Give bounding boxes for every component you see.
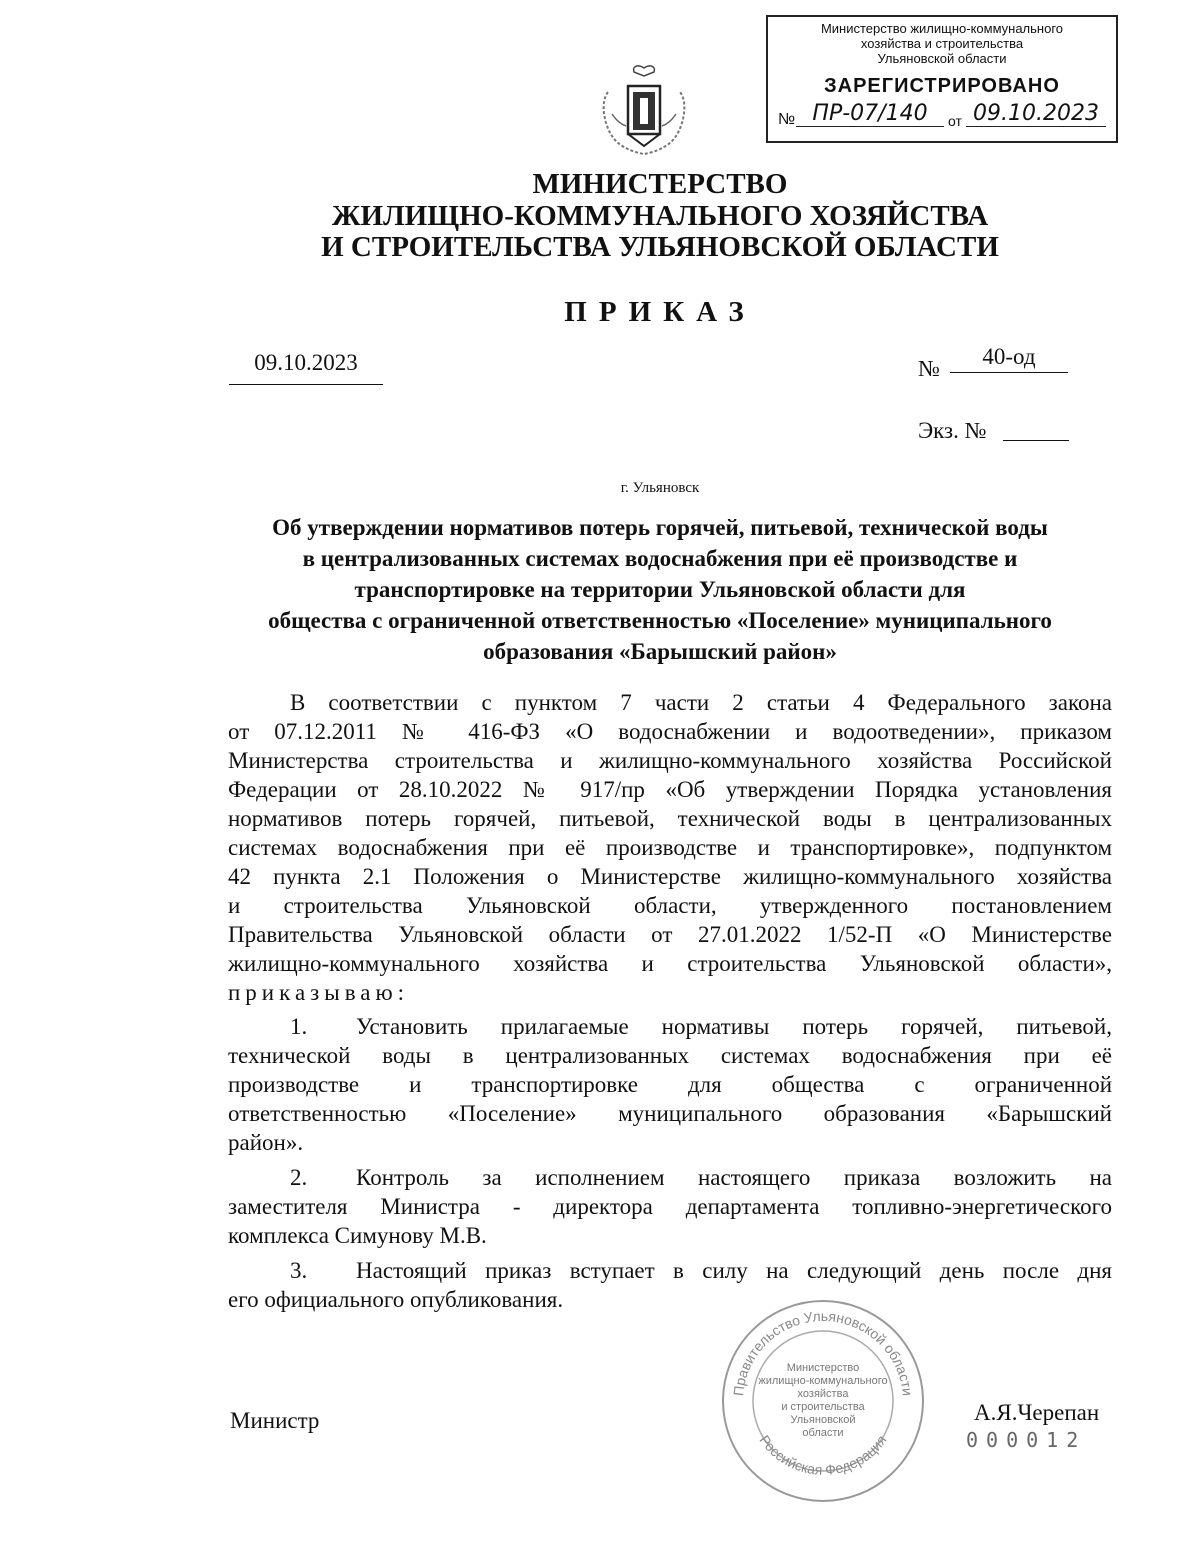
item-1-line: ответственностью «Поселение» муниципального образования «Барышский (228, 1101, 1112, 1126)
copy-number-label: Экз. № (918, 418, 987, 443)
stamp-number: ПР-07/140 (796, 101, 944, 127)
document-type: ПРИКАЗ (564, 296, 756, 328)
item-1-line: район». (228, 1130, 304, 1155)
signatory-position: Министр (230, 1408, 320, 1433)
ministry-name-line-3: И СТРОИТЕЛЬСТВА УЛЬЯНОВСКОЙ ОБЛАСТИ (321, 231, 999, 263)
signatory-name: А.Я.Черепан (974, 1400, 1100, 1425)
preamble-line: 42 пункта 2.1 Положения о Министерстве жилищно-коммунального хозяйства (228, 864, 1112, 889)
preamble-line: от 07.12.2011 № 416-ФЗ «О водоснабжении и водоотведении», приказом (228, 719, 1112, 744)
city: г. Ульяновск (620, 480, 700, 496)
order-date: 09.10.2023 (229, 350, 383, 385)
item-1-line: производстве и транспортировке для общества с ограниченной (228, 1072, 1112, 1097)
title-line-4: общества с ограниченной ответственностью «Поселение» муниципального (268, 608, 1052, 633)
preamble-command: приказываю: (228, 980, 410, 1005)
seal-center-line: Ульяновской (790, 1414, 856, 1426)
item-1-line: Установить прилагаемые нормативы потерь горячей, питьевой, (356, 1014, 1112, 1039)
stamp-date: 09.10.2023 (966, 101, 1106, 127)
item-number: 2. (290, 1165, 308, 1190)
seal-center-line: Министерство (786, 1362, 860, 1374)
item-number: 3. (290, 1258, 308, 1283)
title-line-2: в централизованных системах водоснабжения при её производстве и (302, 546, 1018, 571)
item-2-line: заместителя Министра - директора департамента топливно-энергетического (228, 1194, 1112, 1219)
item-number: 1. (290, 1014, 308, 1039)
item-2-line: Контроль за исполнением настоящего приказа возложить на (356, 1165, 1112, 1190)
preamble-line: и строительства Ульяновской области, утвержденного постановлением (228, 893, 1112, 918)
preamble-line: Федерации от 28.10.2022 № 917/пр «Об утверждении Порядка установления (228, 777, 1112, 802)
stamp-number-label: № (778, 111, 796, 128)
title-line-1: Об утверждении нормативов потерь горячей, питьевой, технической воды (272, 515, 1048, 540)
copy-number-blank (1003, 440, 1069, 441)
item-1-line: технической воды в централизованных системах водоснабжения при её (228, 1043, 1112, 1068)
seal-center-line: жилищно-коммунального (758, 1375, 888, 1387)
seal-ring-top: Правительство Ульяновской области (730, 1307, 916, 1397)
coat-of-arms-icon (598, 62, 690, 158)
title-line-5: образования «Барышский район» (483, 639, 837, 664)
item-2-line: комплекса Симунову М.В. (228, 1223, 487, 1248)
item-3-line: его официального опубликования. (228, 1287, 564, 1312)
order-number: 40-од (950, 344, 1068, 373)
seal-center-line: и строительства (781, 1401, 865, 1413)
official-seal (718, 1296, 928, 1506)
ministry-name-line-1: МИНИСТЕРСТВО (532, 168, 788, 200)
preamble-line: Министерства строительства и жилищно-коммунального хозяйства Российской (228, 748, 1112, 773)
seal-center-line: хозяйства (797, 1388, 849, 1400)
stamp-org-line-1: Министерство жилищно-коммунального (820, 21, 1064, 36)
seal-serial-number: 000012 (966, 1428, 1087, 1452)
seal-ring-bottom: Российская Федерация (756, 1432, 890, 1478)
registration-stamp (766, 15, 1118, 143)
preamble-line: Правительства Ульяновской области от 27.01.2022 1/52-П «О Министерстве (228, 922, 1112, 947)
preamble-line: системах водоснабжения при её производстве и транспортировке», подпунктом (228, 835, 1112, 860)
preamble-line: нормативов потерь горячей, питьевой, технической воды в централизованных (228, 806, 1112, 831)
preamble-line: жилищно-коммунального хозяйства и строительства Ульяновской области», (228, 951, 1112, 976)
title-line-3: транспортировке на территории Ульяновской области для (354, 577, 966, 602)
order-number-label: № (918, 356, 940, 381)
stamp-date-label: от (948, 113, 962, 129)
stamp-org-line-3: Ульяновской области (877, 51, 1007, 66)
preamble-line: В соответствии с пунктом 7 части 2 статьи 4 Федерального закона (290, 690, 1112, 715)
ministry-name-line-2: ЖИЛИЩНО-КОММУНАЛЬНОГО ХОЗЯЙСТВА (331, 200, 989, 232)
stamp-status: ЗАРЕГИСТРИРОВАНО (824, 75, 1060, 97)
seal-center-line: области (802, 1427, 844, 1439)
stamp-org-line-2: хозяйства и строительства (860, 36, 1024, 51)
item-3-line: Настоящий приказ вступает в силу на следующий день после дня (356, 1258, 1112, 1283)
